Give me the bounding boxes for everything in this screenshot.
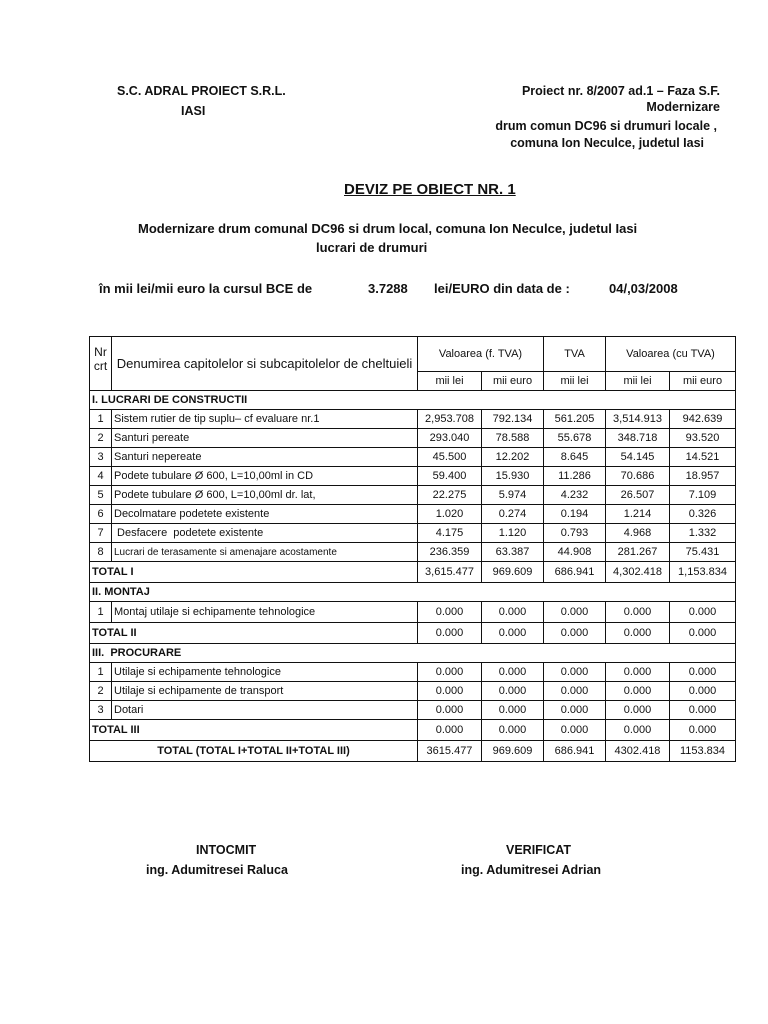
prepared-by-name: ing. Adumitresei Raluca: [146, 863, 288, 877]
exchange-prefix: în mii lei/mii euro la cursul BCE de: [99, 281, 313, 296]
table-row: [90, 429, 736, 448]
row-value-lei: 0.000: [418, 701, 482, 720]
row-value-vat-lei: 0.000: [606, 602, 670, 623]
row-vat: 0.000: [544, 602, 606, 623]
row-vat: 11.286: [544, 467, 606, 486]
row-vat: 0.000: [544, 682, 606, 701]
row-name: Desfacere podetete existente: [112, 524, 418, 543]
header-nr-crt: Nr crt: [90, 337, 112, 391]
row-value-euro: 63.387: [482, 543, 544, 562]
row-value-euro: 1.120: [482, 524, 544, 543]
total-value-euro: 969.609: [482, 562, 544, 583]
row-value-vat-euro: 0.326: [670, 505, 736, 524]
table-row: [90, 505, 736, 524]
row-value-vat-lei: 0.000: [606, 682, 670, 701]
table-header-row: [90, 337, 736, 372]
row-value-vat-lei: 0.000: [606, 701, 670, 720]
row-value-vat-euro: 1.332: [670, 524, 736, 543]
row-vat: 4.232: [544, 486, 606, 505]
section-row: [90, 583, 736, 602]
total-row: [90, 623, 736, 644]
row-name: Lucrari de terasamente si amenajare acostamente: [112, 543, 418, 562]
row-value-lei: 1.020: [418, 505, 482, 524]
object-title-line2: lucrari de drumuri: [316, 240, 428, 255]
unit-mii-lei: mii lei: [544, 372, 606, 391]
grand-total-vat: 686.941: [544, 741, 606, 762]
row-vat: 44.908: [544, 543, 606, 562]
total-vat: 0.000: [544, 720, 606, 741]
verified-by-label: VERIFICAT: [506, 843, 572, 857]
total-label: TOTAL III: [90, 720, 418, 741]
grand-total-value-euro: 969.609: [482, 741, 544, 762]
table-row: [90, 543, 736, 562]
section-title-constructii: I. LUCRARI DE CONSTRUCTII: [90, 391, 736, 410]
header-vat: TVA: [544, 337, 606, 372]
row-nr: 2: [90, 429, 112, 448]
total-value-vat-lei: 4,302.418: [606, 562, 670, 583]
row-value-vat-euro: 7.109: [670, 486, 736, 505]
table-row: [90, 467, 736, 486]
row-nr: 1: [90, 663, 112, 682]
row-value-euro: 0.274: [482, 505, 544, 524]
total-value-lei: 3,615.477: [418, 562, 482, 583]
prepared-by-label: INTOCMIT: [196, 843, 257, 857]
total-row: [90, 720, 736, 741]
total-value-lei: 0.000: [418, 720, 482, 741]
row-vat: 0.000: [544, 701, 606, 720]
total-value-euro: 0.000: [482, 623, 544, 644]
total-vat: 0.000: [544, 623, 606, 644]
row-nr: 1: [90, 410, 112, 429]
row-value-euro: 12.202: [482, 448, 544, 467]
row-name: Dotari: [112, 701, 418, 720]
row-value-vat-euro: 18.957: [670, 467, 736, 486]
row-value-vat-euro: 942.639: [670, 410, 736, 429]
table-row: [90, 663, 736, 682]
header-value-no-vat: Valoarea (f. TVA): [418, 337, 544, 372]
row-value-vat-euro: 0.000: [670, 663, 736, 682]
row-vat: 0.000: [544, 663, 606, 682]
row-name: Podete tubulare Ø 600, L=10,00ml dr. lat,: [112, 486, 418, 505]
row-value-vat-lei: 70.686: [606, 467, 670, 486]
header-chapter-name: Denumirea capitolelor si subcapitolelor de cheltuieli: [112, 337, 418, 391]
row-value-lei: 59.400: [418, 467, 482, 486]
total-value-vat-lei: 0.000: [606, 623, 670, 644]
table-row: [90, 602, 736, 623]
document-title: DEVIZ PE OBIECT NR. 1: [344, 181, 516, 198]
row-value-lei: 0.000: [418, 663, 482, 682]
total-row: [90, 562, 736, 583]
row-nr: 5: [90, 486, 112, 505]
total-value-vat-lei: 0.000: [606, 720, 670, 741]
row-nr: 1: [90, 602, 112, 623]
table-row: [90, 486, 736, 505]
table-row: [90, 682, 736, 701]
row-vat: 8.645: [544, 448, 606, 467]
row-nr: 3: [90, 701, 112, 720]
row-value-euro: 0.000: [482, 682, 544, 701]
unit-mii-euro: mii euro: [670, 372, 736, 391]
row-name: Decolmatare podetete existente: [112, 505, 418, 524]
row-vat: 561.205: [544, 410, 606, 429]
total-label: TOTAL II: [90, 623, 418, 644]
grand-total-value-lei: 3615.477: [418, 741, 482, 762]
row-name: Utilaje si echipamente tehnologice: [112, 663, 418, 682]
table-row: [90, 448, 736, 467]
row-value-vat-lei: 1.214: [606, 505, 670, 524]
row-value-lei: 4.175: [418, 524, 482, 543]
row-nr: 2: [90, 682, 112, 701]
unit-mii-lei: mii lei: [606, 372, 670, 391]
row-nr: 3: [90, 448, 112, 467]
row-value-vat-lei: 0.000: [606, 663, 670, 682]
row-value-lei: 0.000: [418, 602, 482, 623]
row-vat: 0.793: [544, 524, 606, 543]
row-value-vat-euro: 75.431: [670, 543, 736, 562]
row-value-euro: 0.000: [482, 602, 544, 623]
unit-mii-lei: mii lei: [418, 372, 482, 391]
grand-total-label: TOTAL (TOTAL I+TOTAL II+TOTAL III): [90, 741, 418, 762]
project-type: Modernizare: [646, 100, 720, 114]
exchange-date: 04/,03/2008: [609, 281, 678, 296]
row-value-vat-euro: 0.000: [670, 602, 736, 623]
row-name: Sistem rutier de tip suplu– cf evaluare nr.1: [112, 410, 418, 429]
row-value-vat-lei: 348.718: [606, 429, 670, 448]
row-value-euro: 78.588: [482, 429, 544, 448]
row-value-lei: 293.040: [418, 429, 482, 448]
total-value-vat-euro: 1,153.834: [670, 562, 736, 583]
row-value-vat-lei: 3,514.913: [606, 410, 670, 429]
grand-total-value-vat-lei: 4302.418: [606, 741, 670, 762]
section-row: [90, 644, 736, 663]
company-name: S.C. ADRAL PROIECT S.R.L.: [117, 84, 286, 98]
row-nr: 6: [90, 505, 112, 524]
row-value-lei: 0.000: [418, 682, 482, 701]
row-value-vat-lei: 26.507: [606, 486, 670, 505]
total-value-vat-euro: 0.000: [670, 623, 736, 644]
row-value-vat-euro: 0.000: [670, 701, 736, 720]
row-value-lei: 45.500: [418, 448, 482, 467]
row-vat: 0.194: [544, 505, 606, 524]
object-title-line1: Modernizare drum comunal DC96 si drum local, comuna Ion Neculce, judetul Iasi: [138, 221, 638, 236]
row-value-euro: 0.000: [482, 663, 544, 682]
total-value-lei: 0.000: [418, 623, 482, 644]
project-number: Proiect nr. 8/2007 ad.1 – Faza S.F.: [521, 84, 720, 98]
verified-by-name: ing. Adumitresei Adrian: [461, 863, 602, 877]
row-value-lei: 22.275: [418, 486, 482, 505]
row-value-vat-euro: 93.520: [670, 429, 736, 448]
company-city: IASI: [181, 104, 206, 118]
row-value-euro: 15.930: [482, 467, 544, 486]
header-value-with-vat: Valoarea (cu TVA): [606, 337, 736, 372]
unit-mii-euro: mii euro: [482, 372, 544, 391]
exchange-rate: 3.7288: [368, 281, 408, 296]
row-nr: 4: [90, 467, 112, 486]
table-row: [90, 524, 736, 543]
row-value-euro: 5.974: [482, 486, 544, 505]
row-value-vat-euro: 0.000: [670, 682, 736, 701]
row-value-euro: 792.134: [482, 410, 544, 429]
total-value-euro: 0.000: [482, 720, 544, 741]
exchange-unit: lei/EURO din data de :: [434, 281, 570, 296]
row-value-euro: 0.000: [482, 701, 544, 720]
table-row: [90, 410, 736, 429]
row-name: Santuri nepereate: [112, 448, 418, 467]
row-value-vat-lei: 54.145: [606, 448, 670, 467]
grand-total-row: [90, 741, 736, 762]
section-title-procurare: III. PROCURARE: [90, 644, 736, 663]
project-road: drum comun DC96 si drumuri locale ,: [495, 119, 717, 133]
row-value-lei: 236.359: [418, 543, 482, 562]
row-value-vat-euro: 14.521: [670, 448, 736, 467]
section-title-montaj: II. MONTAJ: [90, 583, 736, 602]
table-row: [90, 701, 736, 720]
grand-total-value-vat-euro: 1153.834: [670, 741, 736, 762]
row-value-vat-lei: 4.968: [606, 524, 670, 543]
row-value-lei: 2,953.708: [418, 410, 482, 429]
total-value-vat-euro: 0.000: [670, 720, 736, 741]
section-row: [90, 391, 736, 410]
row-vat: 55.678: [544, 429, 606, 448]
total-label: TOTAL I: [90, 562, 418, 583]
row-nr: 8: [90, 543, 112, 562]
project-location: comuna Ion Neculce, judetul Iasi: [510, 136, 704, 150]
row-name: Utilaje si echipamente de transport: [112, 682, 418, 701]
row-value-vat-lei: 281.267: [606, 543, 670, 562]
total-vat: 686.941: [544, 562, 606, 583]
row-name: Podete tubulare Ø 600, L=10,00ml in CD: [112, 467, 418, 486]
row-name: Montaj utilaje si echipamente tehnologice: [112, 602, 418, 623]
cost-estimate-table: [89, 336, 736, 762]
row-nr: 7: [90, 524, 112, 543]
row-name: Santuri pereate: [112, 429, 418, 448]
